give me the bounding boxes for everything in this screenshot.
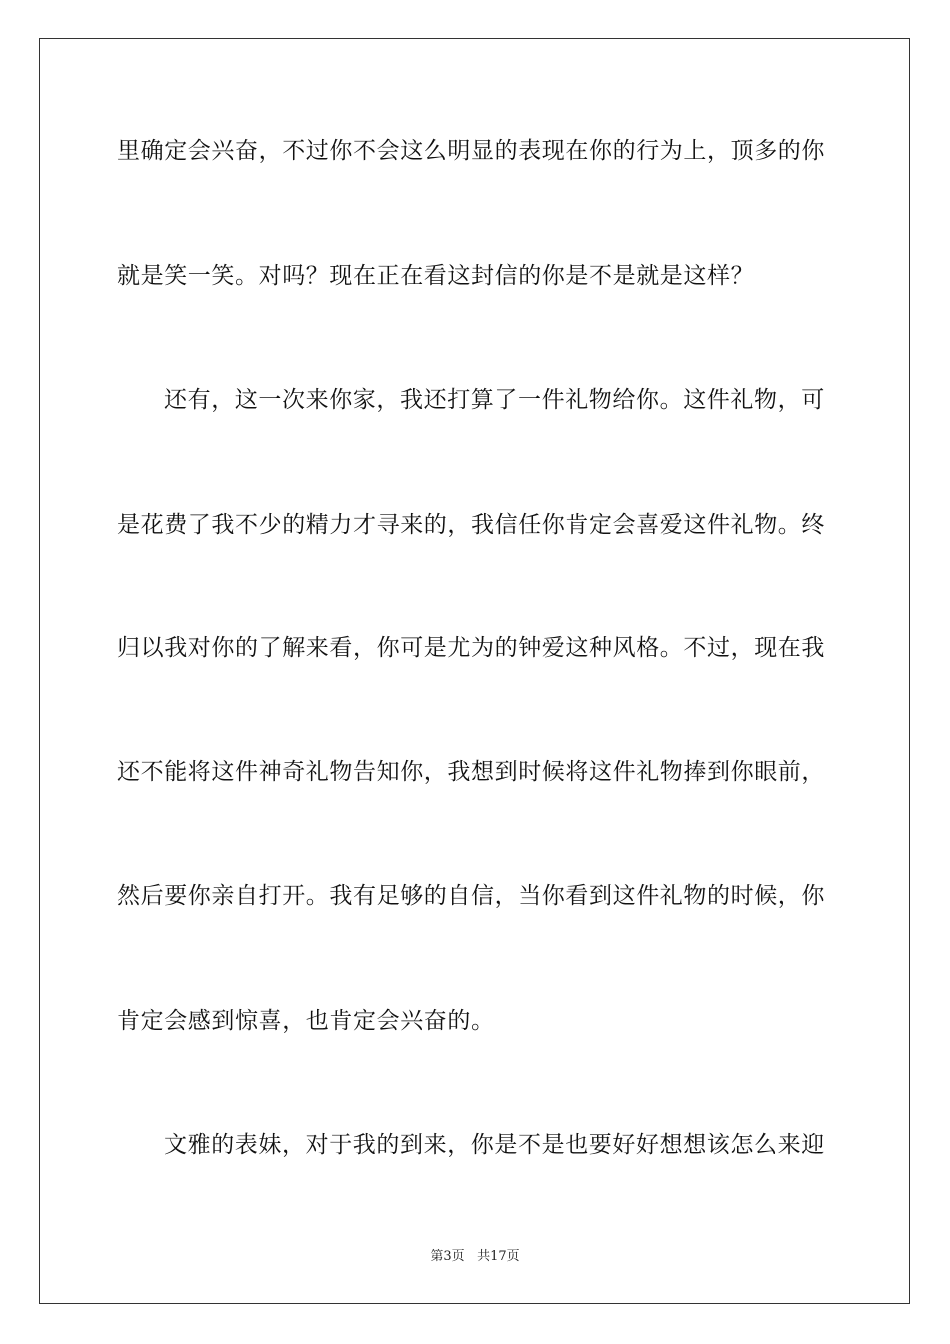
text-line-4: 是花费了我不少的精力才寻来的，我信任你肯定会喜爱这件礼物。终 [117,512,825,538]
page-number: 第3页 [430,1249,465,1264]
text-line-8: 肯定会感到惊喜，也肯定会兴奋的。 [117,1008,495,1034]
paragraph-start-line-3: 还有，这一次来你家，我还打算了一件礼物给你。这件礼物，可 [164,387,825,413]
text-line-6: 还不能将这件神奇礼物告知你，我想到时候将这件礼物捧到你眼前， [117,759,825,785]
text-line-7: 然后要你亲自打开。我有足够的自信，当你看到这件礼物的时候，你 [117,883,825,909]
total-pages: 共17页 [477,1249,520,1264]
text-line-5: 归以我对你的了解来看，你可是尤为的钟爱这种风格。不过，现在我 [117,635,825,661]
page-footer [0,1248,950,1266]
text-line-1: 里确定会兴奋，不过你不会这么明显的表现在你的行为上，顶多的你 [117,138,825,164]
page-border [39,38,910,1304]
text-line-2: 就是笑一笑。对吗？现在正在看这封信的你是不是就是这样？ [117,263,755,289]
paragraph-start-line-9: 文雅的表妹，对于我的到来，你是不是也要好好想想该怎么来迎 [164,1132,825,1158]
